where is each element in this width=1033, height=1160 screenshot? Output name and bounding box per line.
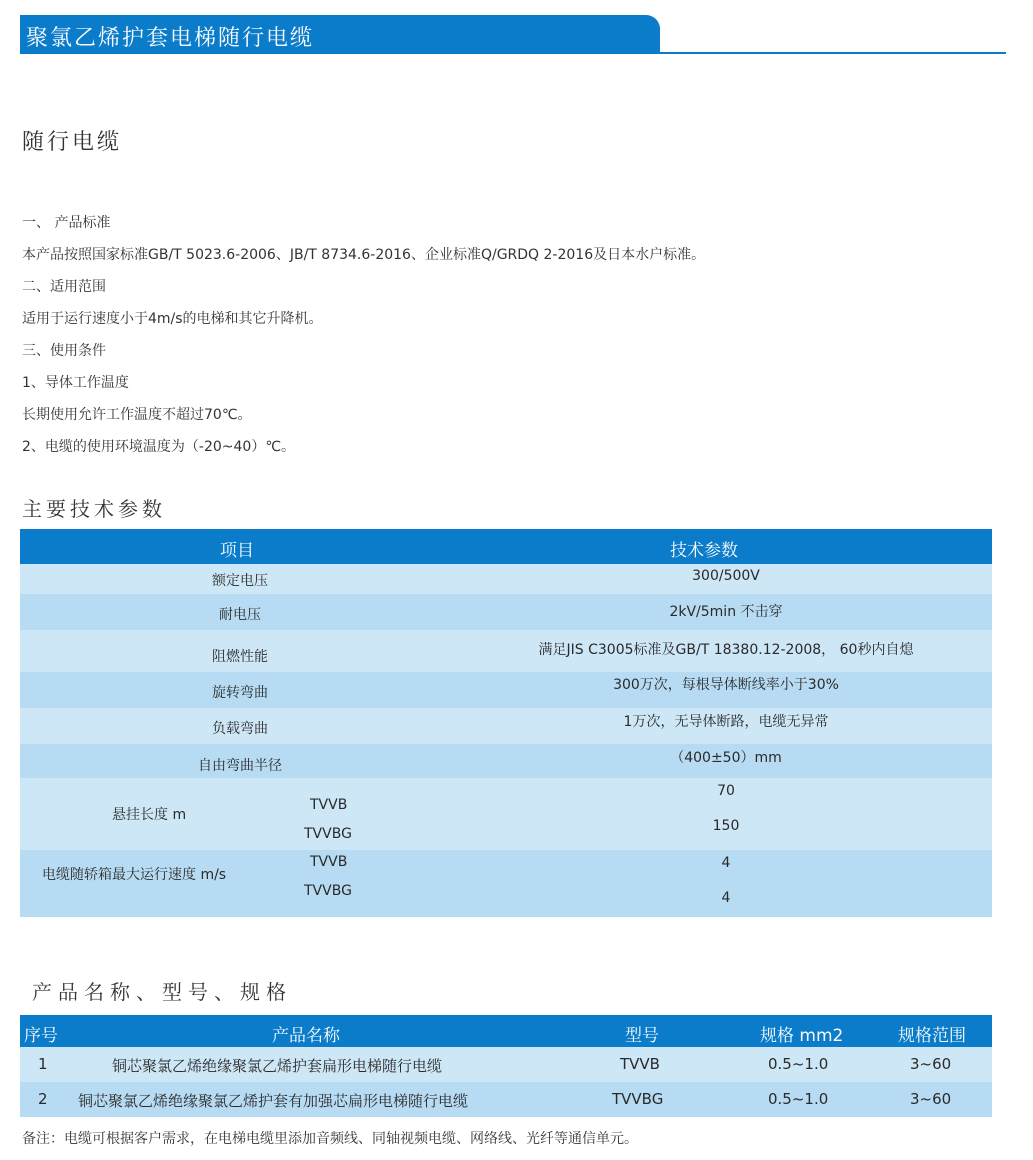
row-item: 额定电压 bbox=[212, 573, 268, 589]
hang-val-tvvb: 70 bbox=[717, 783, 735, 799]
para-scope-text: 适用于运行速度小于4m/s的电梯和其它升降机。 bbox=[22, 311, 323, 327]
table-row bbox=[20, 708, 992, 744]
section-title-cable: 随行电缆 bbox=[22, 130, 123, 155]
row-item: 阻燃性能 bbox=[212, 649, 268, 665]
hang-val-tvvbg: 150 bbox=[712, 818, 740, 834]
table-row bbox=[20, 672, 992, 708]
para-conditions-heading: 三、使用条件 bbox=[22, 343, 106, 359]
banner-title: 聚氯乙烯护套电梯随行电缆 bbox=[26, 26, 315, 51]
banner-underline bbox=[20, 52, 1006, 54]
speed-val-tvvbg: 4 bbox=[721, 890, 731, 906]
section-title-tech: 主要技术参数 bbox=[22, 497, 166, 521]
tech-table-header bbox=[20, 529, 992, 564]
prod-spec: 0.5~1.0 bbox=[768, 1090, 829, 1108]
hang-label: 悬挂长度 m bbox=[112, 807, 187, 823]
prod-header-range: 规格范围 bbox=[898, 1026, 966, 1046]
speed-sub-tvvb: TVVB bbox=[310, 854, 348, 870]
para-scope-heading: 二、适用范围 bbox=[22, 279, 106, 295]
table-row bbox=[20, 594, 992, 630]
speed-sub-tvvbg: TVVBG bbox=[304, 883, 352, 899]
prod-model: TVVBG bbox=[612, 1090, 664, 1108]
speed-val-tvvb: 4 bbox=[721, 855, 731, 871]
para-temp-text: 长期使用允许工作温度不超过70℃。 bbox=[22, 407, 252, 423]
hang-sub-tvvb: TVVB bbox=[310, 797, 348, 813]
section-title-products: 产品名称、型号、规格 bbox=[32, 980, 292, 1004]
prod-name: 铜芯聚氯乙烯绝缘聚氯乙烯护套扁形电梯随行电缆 bbox=[112, 1057, 443, 1075]
para-standard-heading: 一、 产品标准 bbox=[22, 215, 111, 231]
hang-sub-tvvbg: TVVBG bbox=[304, 826, 352, 842]
row-item: 负载弯曲 bbox=[212, 721, 268, 737]
prod-header-model: 型号 bbox=[625, 1026, 659, 1046]
para-standard-text: 本产品按照国家标准GB/T 5023.6-2006、JB/T 8734.6-2016、企业标准Q/GRDQ 2-2016及日本水户标准。 bbox=[22, 247, 706, 263]
speed-label: 电缆随轿箱最大运行速度 m/s bbox=[42, 867, 227, 883]
row-value: 1万次，无导体断路，电缆无异常 bbox=[623, 714, 829, 730]
header-banner bbox=[20, 15, 1006, 55]
row-value: 满足JIS C3005标准及GB/T 18380.12-2008， 60秒内自熄 bbox=[538, 642, 914, 658]
prod-spec: 0.5~1.0 bbox=[768, 1055, 829, 1073]
prod-no: 1 bbox=[38, 1055, 48, 1073]
row-value: 2kV/5min 不击穿 bbox=[669, 604, 783, 620]
table-row bbox=[20, 1047, 992, 1082]
row-item: 自由弯曲半径 bbox=[198, 758, 282, 774]
para-env-temp: 2、电缆的使用环境温度为（-20~40）℃。 bbox=[22, 439, 296, 455]
table-row bbox=[20, 564, 992, 594]
row-item: 耐电压 bbox=[219, 607, 261, 623]
tech-header-item: 项目 bbox=[220, 541, 254, 561]
prod-name: 铜芯聚氯乙烯绝缘聚氯乙烯护套有加强芯扁形电梯随行电缆 bbox=[78, 1092, 469, 1110]
products-table bbox=[20, 1015, 992, 1117]
para-temp-heading: 1、导体工作温度 bbox=[22, 375, 129, 391]
row-item: 旋转弯曲 bbox=[212, 685, 268, 701]
prod-range: 3~60 bbox=[910, 1055, 952, 1073]
prod-header-spec: 规格 mm2 bbox=[760, 1026, 844, 1046]
remark-note: 备注：电缆可根据客户需求，在电梯电缆里添加音频线、同轴视频电缆、网络线、光纤等通信单元。 bbox=[22, 1131, 638, 1147]
tech-header-param: 技术参数 bbox=[670, 541, 738, 561]
products-table-header bbox=[20, 1015, 992, 1047]
table-row bbox=[20, 630, 992, 672]
row-value: 300/500V bbox=[692, 568, 760, 584]
tech-params-table bbox=[20, 529, 992, 917]
prod-range: 3~60 bbox=[910, 1090, 952, 1108]
row-value: （400±50）mm bbox=[670, 750, 782, 766]
prod-no: 2 bbox=[38, 1090, 48, 1108]
table-row-hang-length bbox=[20, 778, 992, 850]
prod-model: TVVB bbox=[620, 1055, 660, 1073]
table-row-max-speed bbox=[20, 850, 992, 917]
table-row bbox=[20, 744, 992, 778]
row-value: 300万次，每根导体断线率小于30% bbox=[613, 677, 839, 693]
table-row bbox=[20, 1082, 992, 1117]
prod-header-name: 产品名称 bbox=[272, 1026, 340, 1046]
prod-header-no: 序号 bbox=[24, 1026, 58, 1046]
